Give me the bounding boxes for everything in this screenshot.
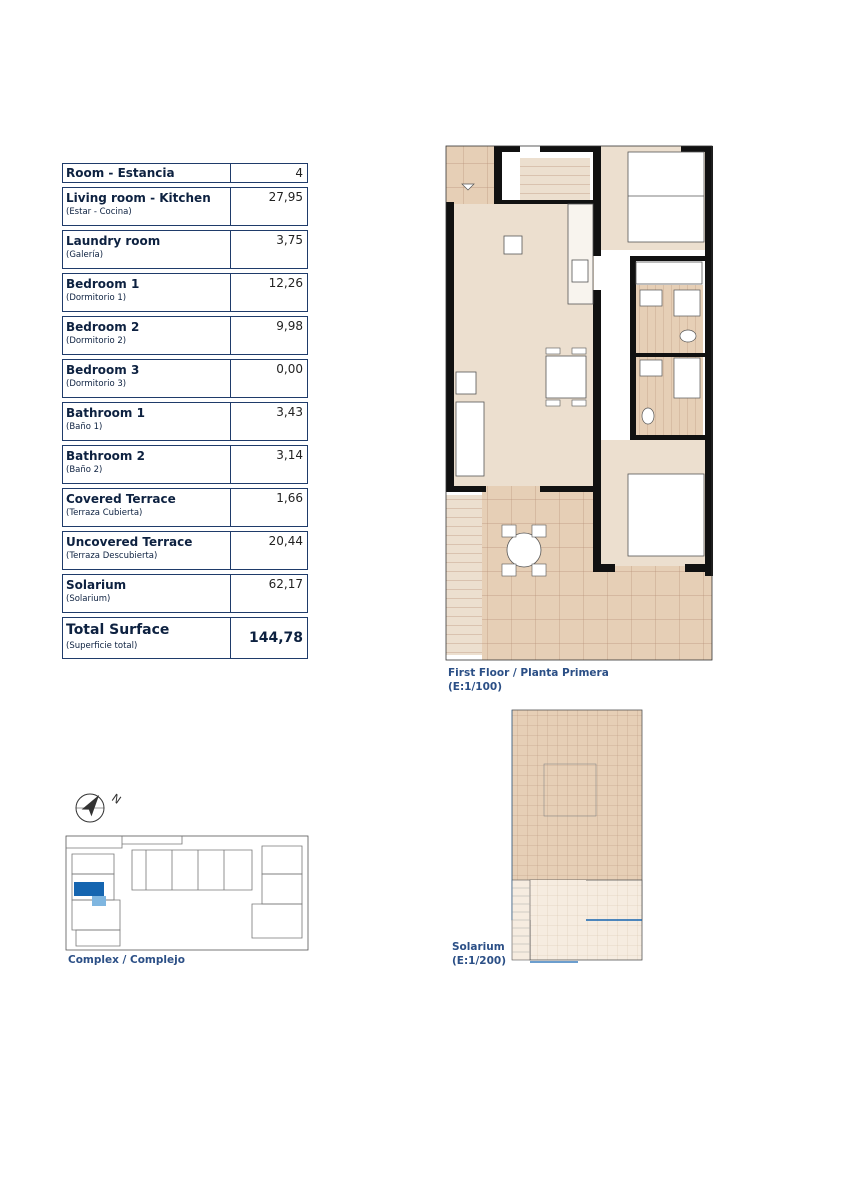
highlighted-unit [74,882,104,896]
table-row [62,445,308,484]
compass-icon [68,786,128,832]
table-row [62,273,308,312]
room-name-es: (Solarium) [66,594,111,604]
first-floor-title: First Floor / Planta Primera [448,667,609,679]
kitchen-counter [568,204,593,304]
room-name-es: (Baño 2) [66,465,103,475]
complex-title: Complex / Complejo [68,954,185,966]
solarium-plan [508,706,648,966]
room-name: Covered Terrace [66,492,176,506]
terrace-table [507,533,541,567]
table-row [62,488,308,527]
room-name-es: (Galería) [66,250,104,260]
complex-caption [68,953,185,967]
interior-stair [520,158,590,204]
table-row [62,316,308,355]
room-name: Bathroom 1 [66,406,145,420]
room-area: 3,43 [276,405,303,419]
room-area: 9,98 [276,319,303,333]
table-row [62,574,308,613]
room-name-es: (Baño 1) [66,422,103,432]
room-name-es: (Dormitorio 3) [66,379,127,389]
bed-bottom [628,474,704,556]
table-row [62,187,308,226]
room-surface-table [62,163,308,663]
bed-top [628,152,704,242]
total-label-es: (Superficie total) [66,641,138,651]
room-area: 62,17 [268,577,303,591]
solarium-scale: (E:1/200) [452,955,507,967]
total-label: Total Surface [66,622,170,638]
complex-site-plan [62,834,312,954]
table-row [62,402,308,441]
room-area: 3,75 [276,233,303,247]
room-name: Bathroom 2 [66,449,145,463]
kitchen-hob [572,260,588,282]
table-row [62,359,308,398]
room-name: Bedroom 2 [66,320,140,334]
left-balcony [446,146,496,204]
room-name: Laundry room [66,234,161,248]
first-floor-caption [448,666,609,694]
table-header-row [62,163,308,183]
room-area: 12,26 [268,276,303,290]
room-name: Bedroom 1 [66,277,140,291]
first-floor-plan [440,140,720,665]
kitchen-sink [504,236,522,254]
room-name-es: (Terraza Cubierta) [66,508,143,518]
total-area: 144,78 [248,630,303,646]
room-area: 1,66 [276,491,303,505]
header-label: Room - Estancia [63,164,231,182]
exterior-stair [446,495,482,655]
table-row [62,230,308,269]
header-value: 4 [295,166,303,180]
room-name-es: (Estar - Cocina) [66,207,132,217]
solarium-upper-lower [530,880,586,920]
room-name: Uncovered Terrace [66,535,193,549]
room-area: 20,44 [268,534,303,548]
room-name: Living room - Kitchen [66,191,211,205]
solarium-title: Solarium [452,941,505,953]
total-surface-row [62,617,308,659]
room-name: Bedroom 3 [66,363,140,377]
room-area: 3,14 [276,448,303,462]
solarium-caption [452,940,506,968]
compass-north-label: N [109,791,124,807]
room-area: 0,00 [276,362,303,376]
room-name-es: (Terraza Descubierta) [66,551,158,561]
sofa [456,402,484,476]
room-area: 27,95 [268,190,303,204]
table-row [62,531,308,570]
room-name-es: (Dormitorio 1) [66,293,127,303]
highlighted-unit-terrace [92,896,106,906]
dining-table [546,356,586,398]
first-floor-scale: (E:1/100) [448,681,503,693]
room-name-es: (Dormitorio 2) [66,336,127,346]
room-name: Solarium [66,578,127,592]
